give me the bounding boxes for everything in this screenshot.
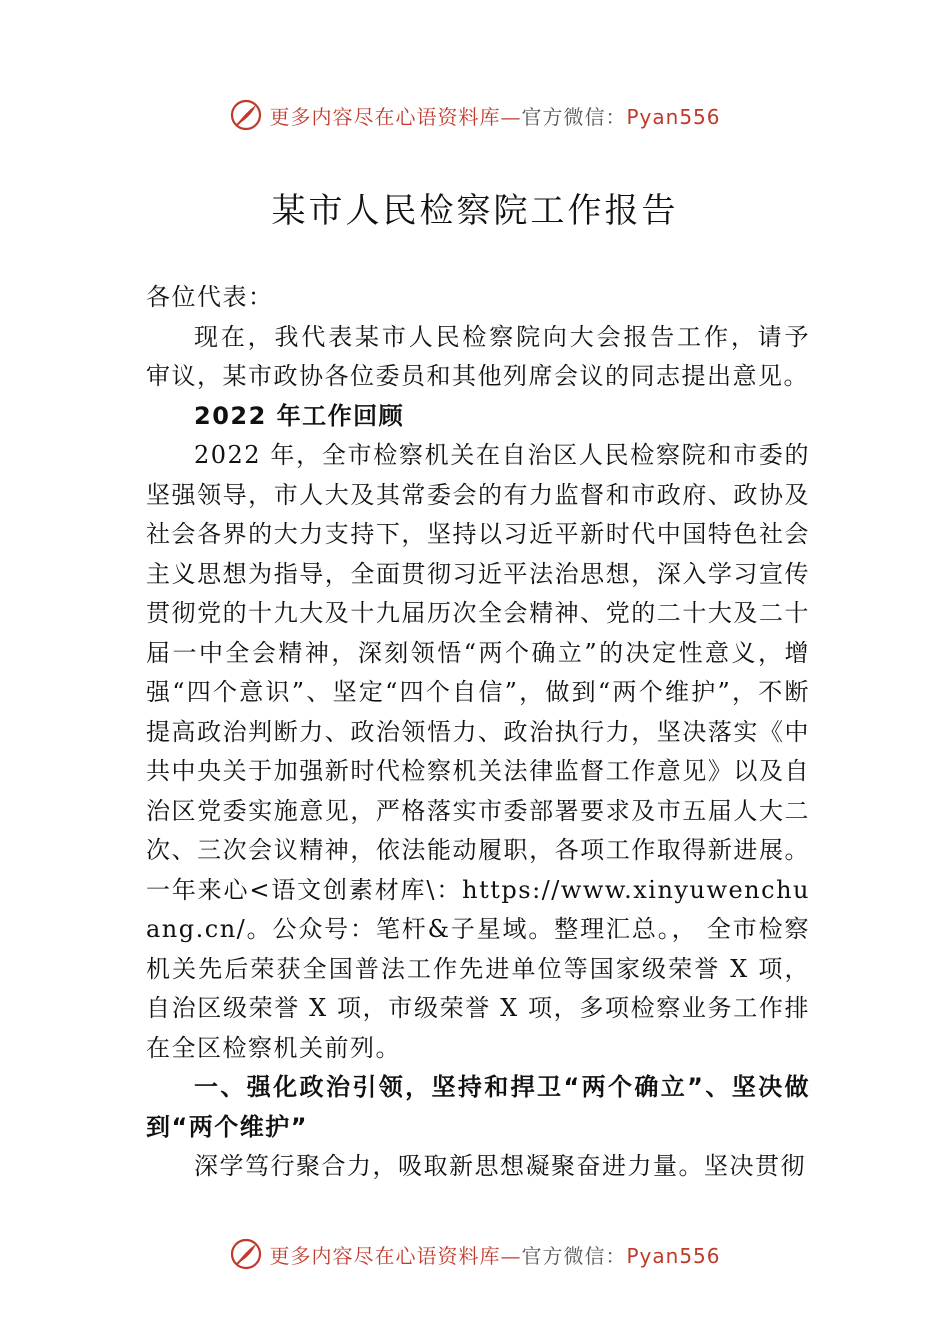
watermark-text bbox=[269, 101, 720, 130]
intro-paragraph: 现在，我代表某市人民检察院向大会报告工作，请予 审议，某市政协各位委员和其他列席会议的同志提出意见。 bbox=[146, 322, 810, 390]
watermark-wechat-id: Pyan556 bbox=[626, 104, 721, 129]
document-title: 某市人民检察院工作报告 bbox=[271, 191, 679, 231]
watermark-dash: — bbox=[500, 1243, 522, 1268]
section-heading-review: 2022 年工作回顾 bbox=[194, 401, 405, 430]
quill-logo-icon bbox=[229, 1237, 263, 1271]
watermark-brand: 更多内容尽在心语资料库 bbox=[269, 1243, 501, 1268]
watermark-wechat-id: Pyan556 bbox=[626, 1243, 721, 1268]
watermark-wechat-label: 官方微信： bbox=[521, 1243, 627, 1268]
watermark-dash: — bbox=[500, 104, 522, 129]
salutation: 各位代表： bbox=[146, 283, 274, 311]
section-one-paragraph: 深学笃行聚合力，吸取新思想凝聚奋进力量。坚决贯彻 bbox=[194, 1152, 806, 1180]
section-heading-one: 一、强化政治引领，坚持和捍卫“两个确立”、坚决做到“两个维护” bbox=[146, 1073, 810, 1141]
watermark-wechat-label: 官方微信： bbox=[521, 104, 627, 129]
watermark-text bbox=[269, 1240, 720, 1269]
watermark-banner-bottom bbox=[0, 1234, 950, 1274]
document-body bbox=[146, 278, 810, 1187]
watermark-banner-top bbox=[0, 95, 950, 135]
review-paragraph: 2022 年，全市检察机关在自治区人民检察院和市委的坚强领导，市人大及其常委会的有力监督和市政府、政协及社会各界的大力支持下，坚持以习近平新时代中国特色社会主义思想为指导，全面贯彻习近平法治思想，深入学习宣传贯彻党的十九大及十九届历次全会精神、党的二十大及二十届一中全会精神，深刻领悟“两个确立”的决定性意义，增强“四个意识”、坚定“四个自信”，做到“两个维护”，不断提高政治判断力、政治领悟力、政治执行力，坚决落实《中共中央关于加强新时代检察机关法律监督工作意见》以及自治区党委实施意见，严格落实市委部署要求及市五届人大二次、三次会议精神，依法能动履职，各项工作取得新进展。一年来心<语文创素材库\：https://www.xinyuwenchuang.cn/。公众号：笔杆&子星域。整理汇总。， 全市检察机关先后荣获全国普法工作先进单位等国家级荣誉 X 项，自治区级荣誉 X 项，市级荣誉 X 项，多项检察业务工作排在全区检察机关前列。 bbox=[146, 441, 810, 1062]
watermark-brand: 更多内容尽在心语资料库 bbox=[269, 104, 501, 129]
quill-logo-icon bbox=[229, 98, 263, 132]
